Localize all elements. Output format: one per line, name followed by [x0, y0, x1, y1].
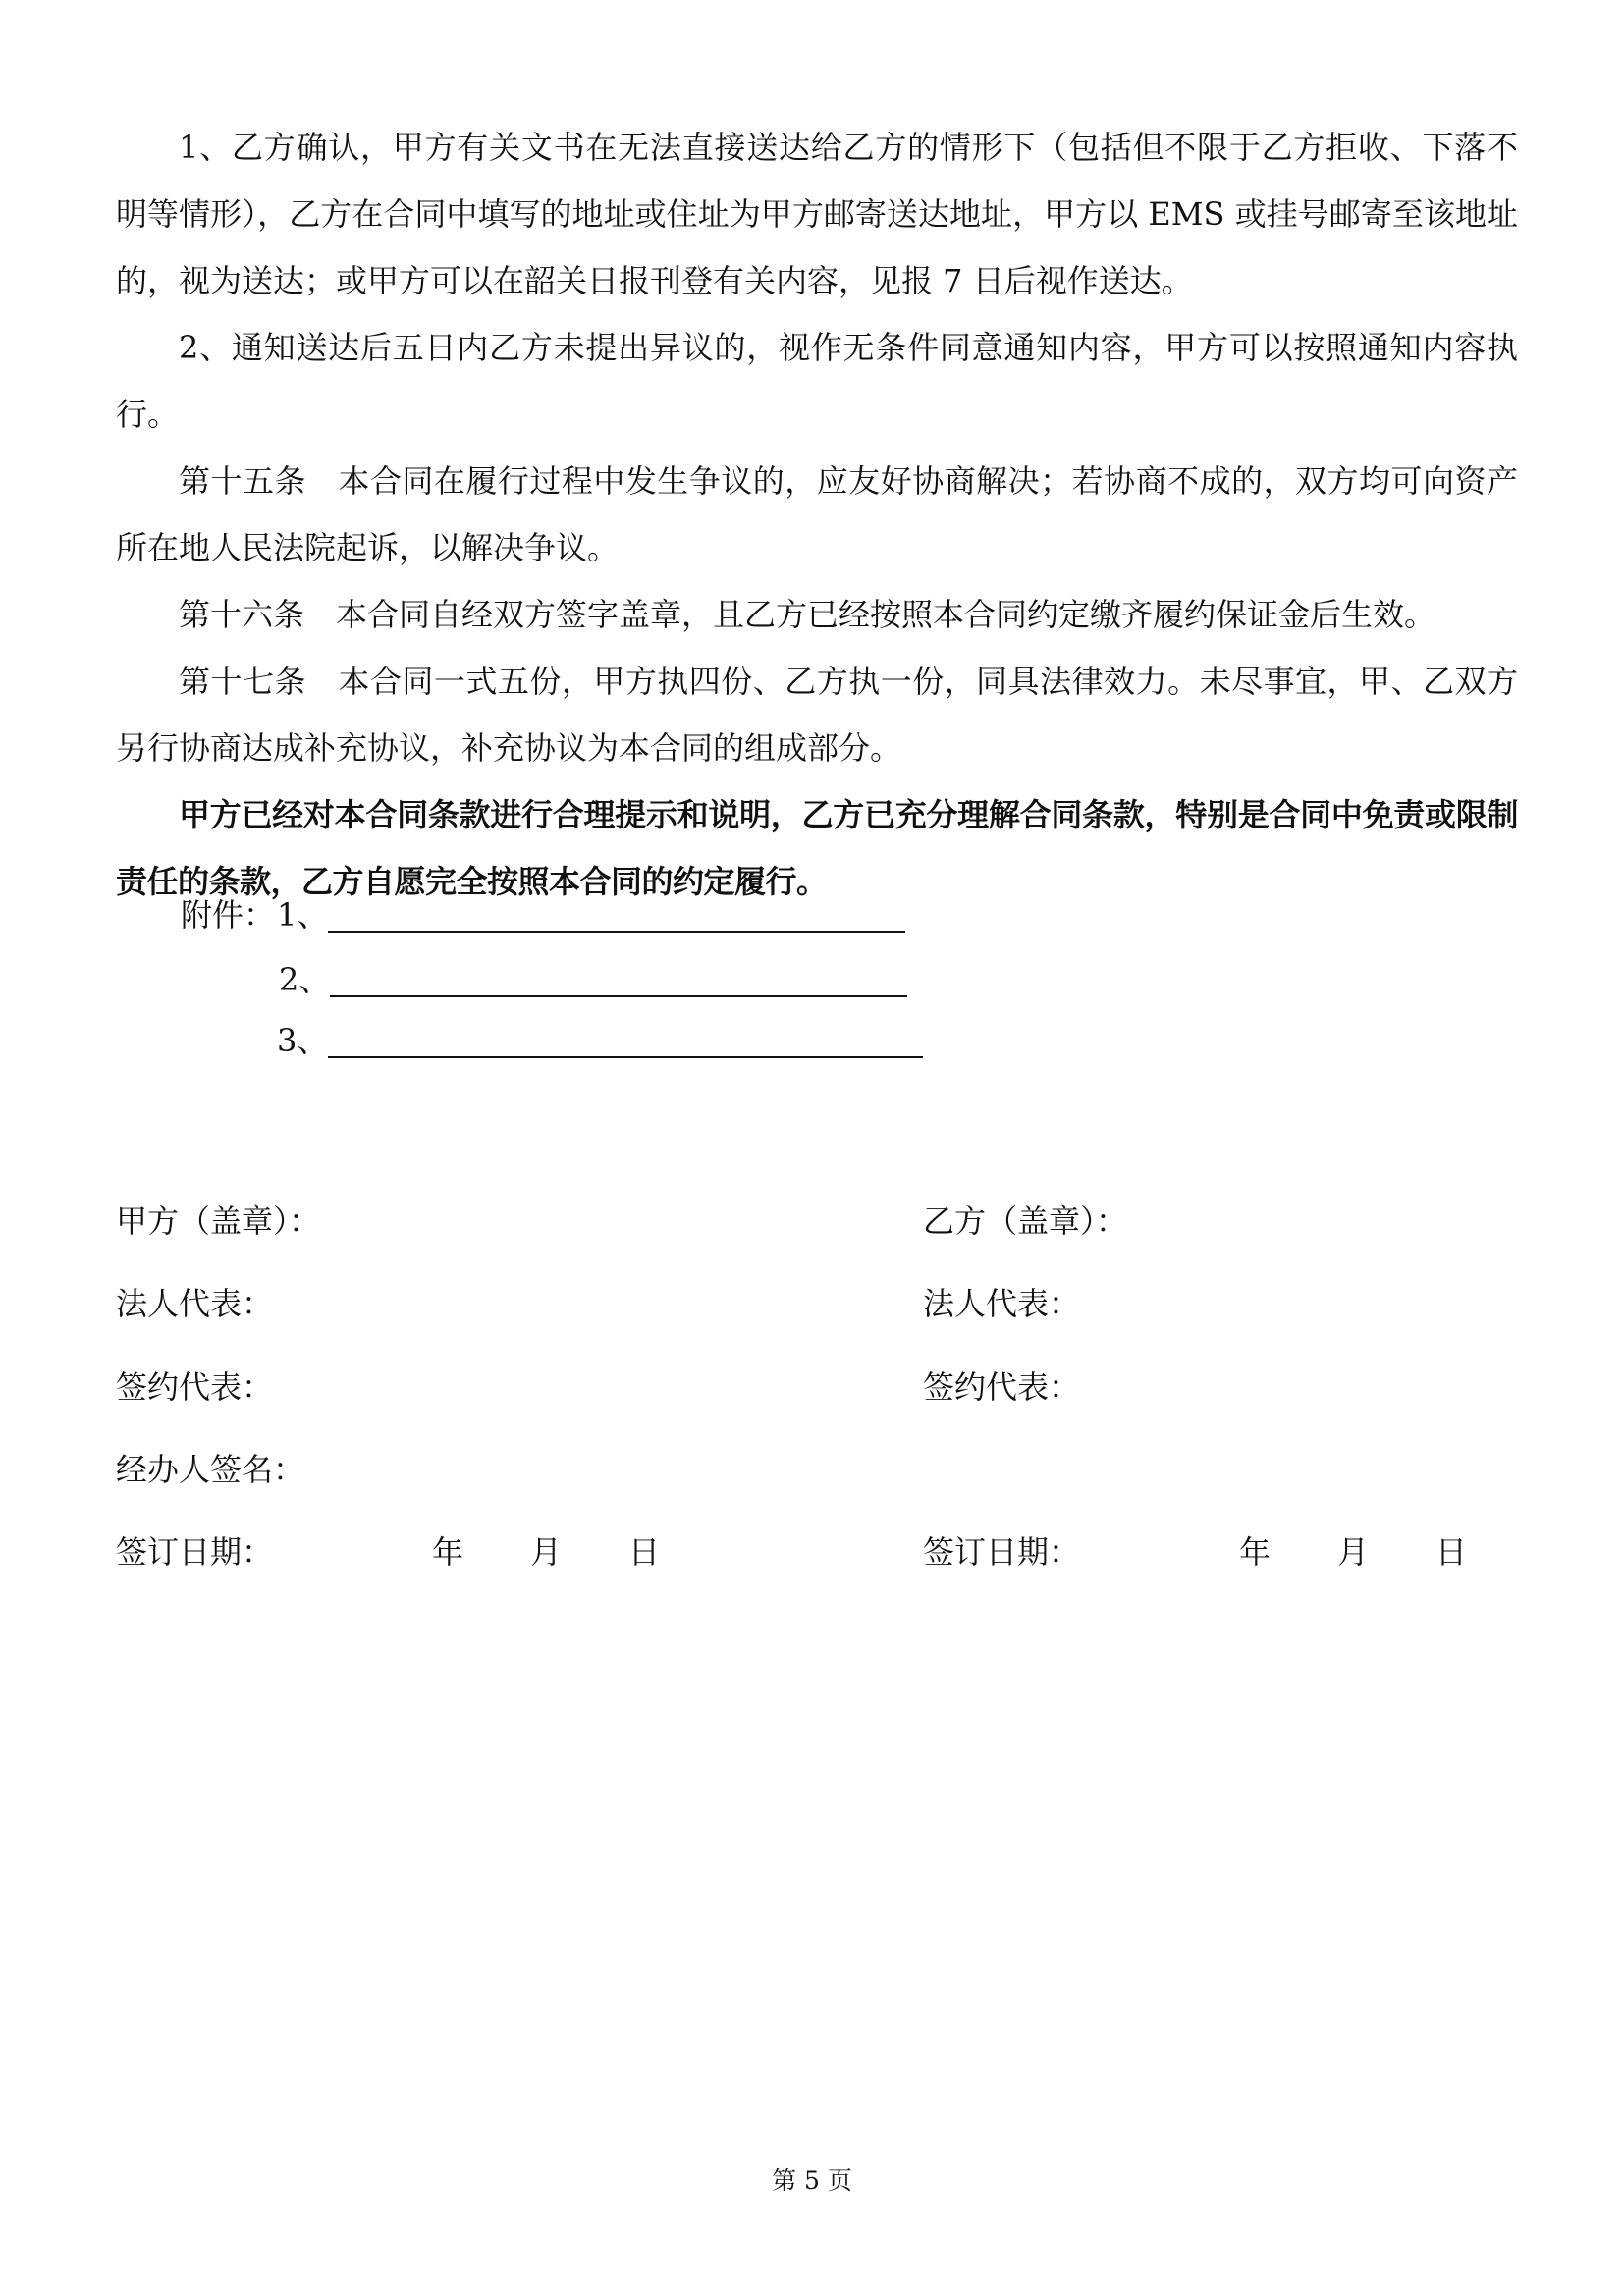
party-b-date-day: 日 [1435, 1533, 1468, 1571]
party-b-seal-label: 乙方（盖章）： [923, 1202, 1128, 1240]
party-a-signing-rep-label: 签约代表： [116, 1368, 274, 1406]
clause-17-copies: 第十七条 本合同一式五份，甲方执四份、乙方执一份，同具法律效力。未尽事宜，甲、乙双方另行协商达成补充协议，补充协议为本合同的组成部分。 [116, 663, 1518, 767]
party-b-legal-rep-label: 法人代表： [923, 1285, 1081, 1322]
clause-15-dispute: 第十五条 本合同在履行过程中发生争议的，应友好协商解决；若协商不成的，双方均可向资产所在地人民法院起诉，以解决争议。 [116, 462, 1518, 566]
contract-body [116, 114, 1518, 915]
party-a-date-label: 签订日期： [116, 1533, 274, 1571]
party-a-seal-label: 甲方（盖章）： [116, 1202, 321, 1240]
party-a-date-day: 日 [628, 1533, 661, 1571]
page-number: 第 5 页 [772, 2166, 852, 2195]
attachment-label: 附件： [181, 896, 276, 934]
party-b-date-month: 月 [1337, 1533, 1370, 1571]
party-b-date-year: 年 [1239, 1533, 1272, 1571]
attachment-row-1 [0, 893, 1624, 936]
party-b-date-label: 签订日期： [923, 1533, 1081, 1571]
attachment-number: 1、 [277, 896, 329, 934]
party-a-date-month: 月 [530, 1533, 563, 1571]
clause-delivery-confirmation: 1、乙方确认，甲方有关文书在无法直接送达给乙方的情形下（包括但不限于乙方拒收、下落不明等情形），乙方在合同中填写的地址或住址为甲方邮寄送达地址，甲方以 EMS 或挂号邮寄至该地址的，视为送达；或甲方可以在韶关日报刊登有关内容，见报 7 日后视作送达。 [116, 129, 1518, 299]
attachment-row-2 [0, 958, 1624, 1001]
attachment-number: 2、 [279, 961, 331, 998]
attachment-blank-line [328, 931, 905, 933]
attachment-blank-line [328, 1056, 923, 1058]
clause-objection-period: 2、通知送达后五日内乙方未提出异议的，视作无条件同意通知内容，甲方可以按照通知内容执行。 [116, 329, 1518, 433]
attachment-number: 3、 [277, 1022, 329, 1059]
attachment-blank-line [330, 995, 907, 997]
party-a-date-year: 年 [432, 1533, 464, 1571]
party-a-legal-rep-label: 法人代表： [116, 1285, 274, 1322]
party-a-handler-signature-label: 经办人签名： [116, 1451, 305, 1488]
party-b-signing-rep-label: 签约代表： [923, 1368, 1081, 1406]
clause-16-effective: 第十六条 本合同自经双方签字盖章，且乙方已经按照本合同约定缴齐履约保证金后生效。 [179, 596, 1436, 633]
notice-statement: 甲方已经对本合同条款进行合理提示和说明，乙方已充分理解合同条款，特别是合同中免责或限制责任的条款，乙方自愿完全按照本合同的约定履行。 [116, 796, 1518, 900]
attachment-row-3 [0, 1019, 1624, 1062]
